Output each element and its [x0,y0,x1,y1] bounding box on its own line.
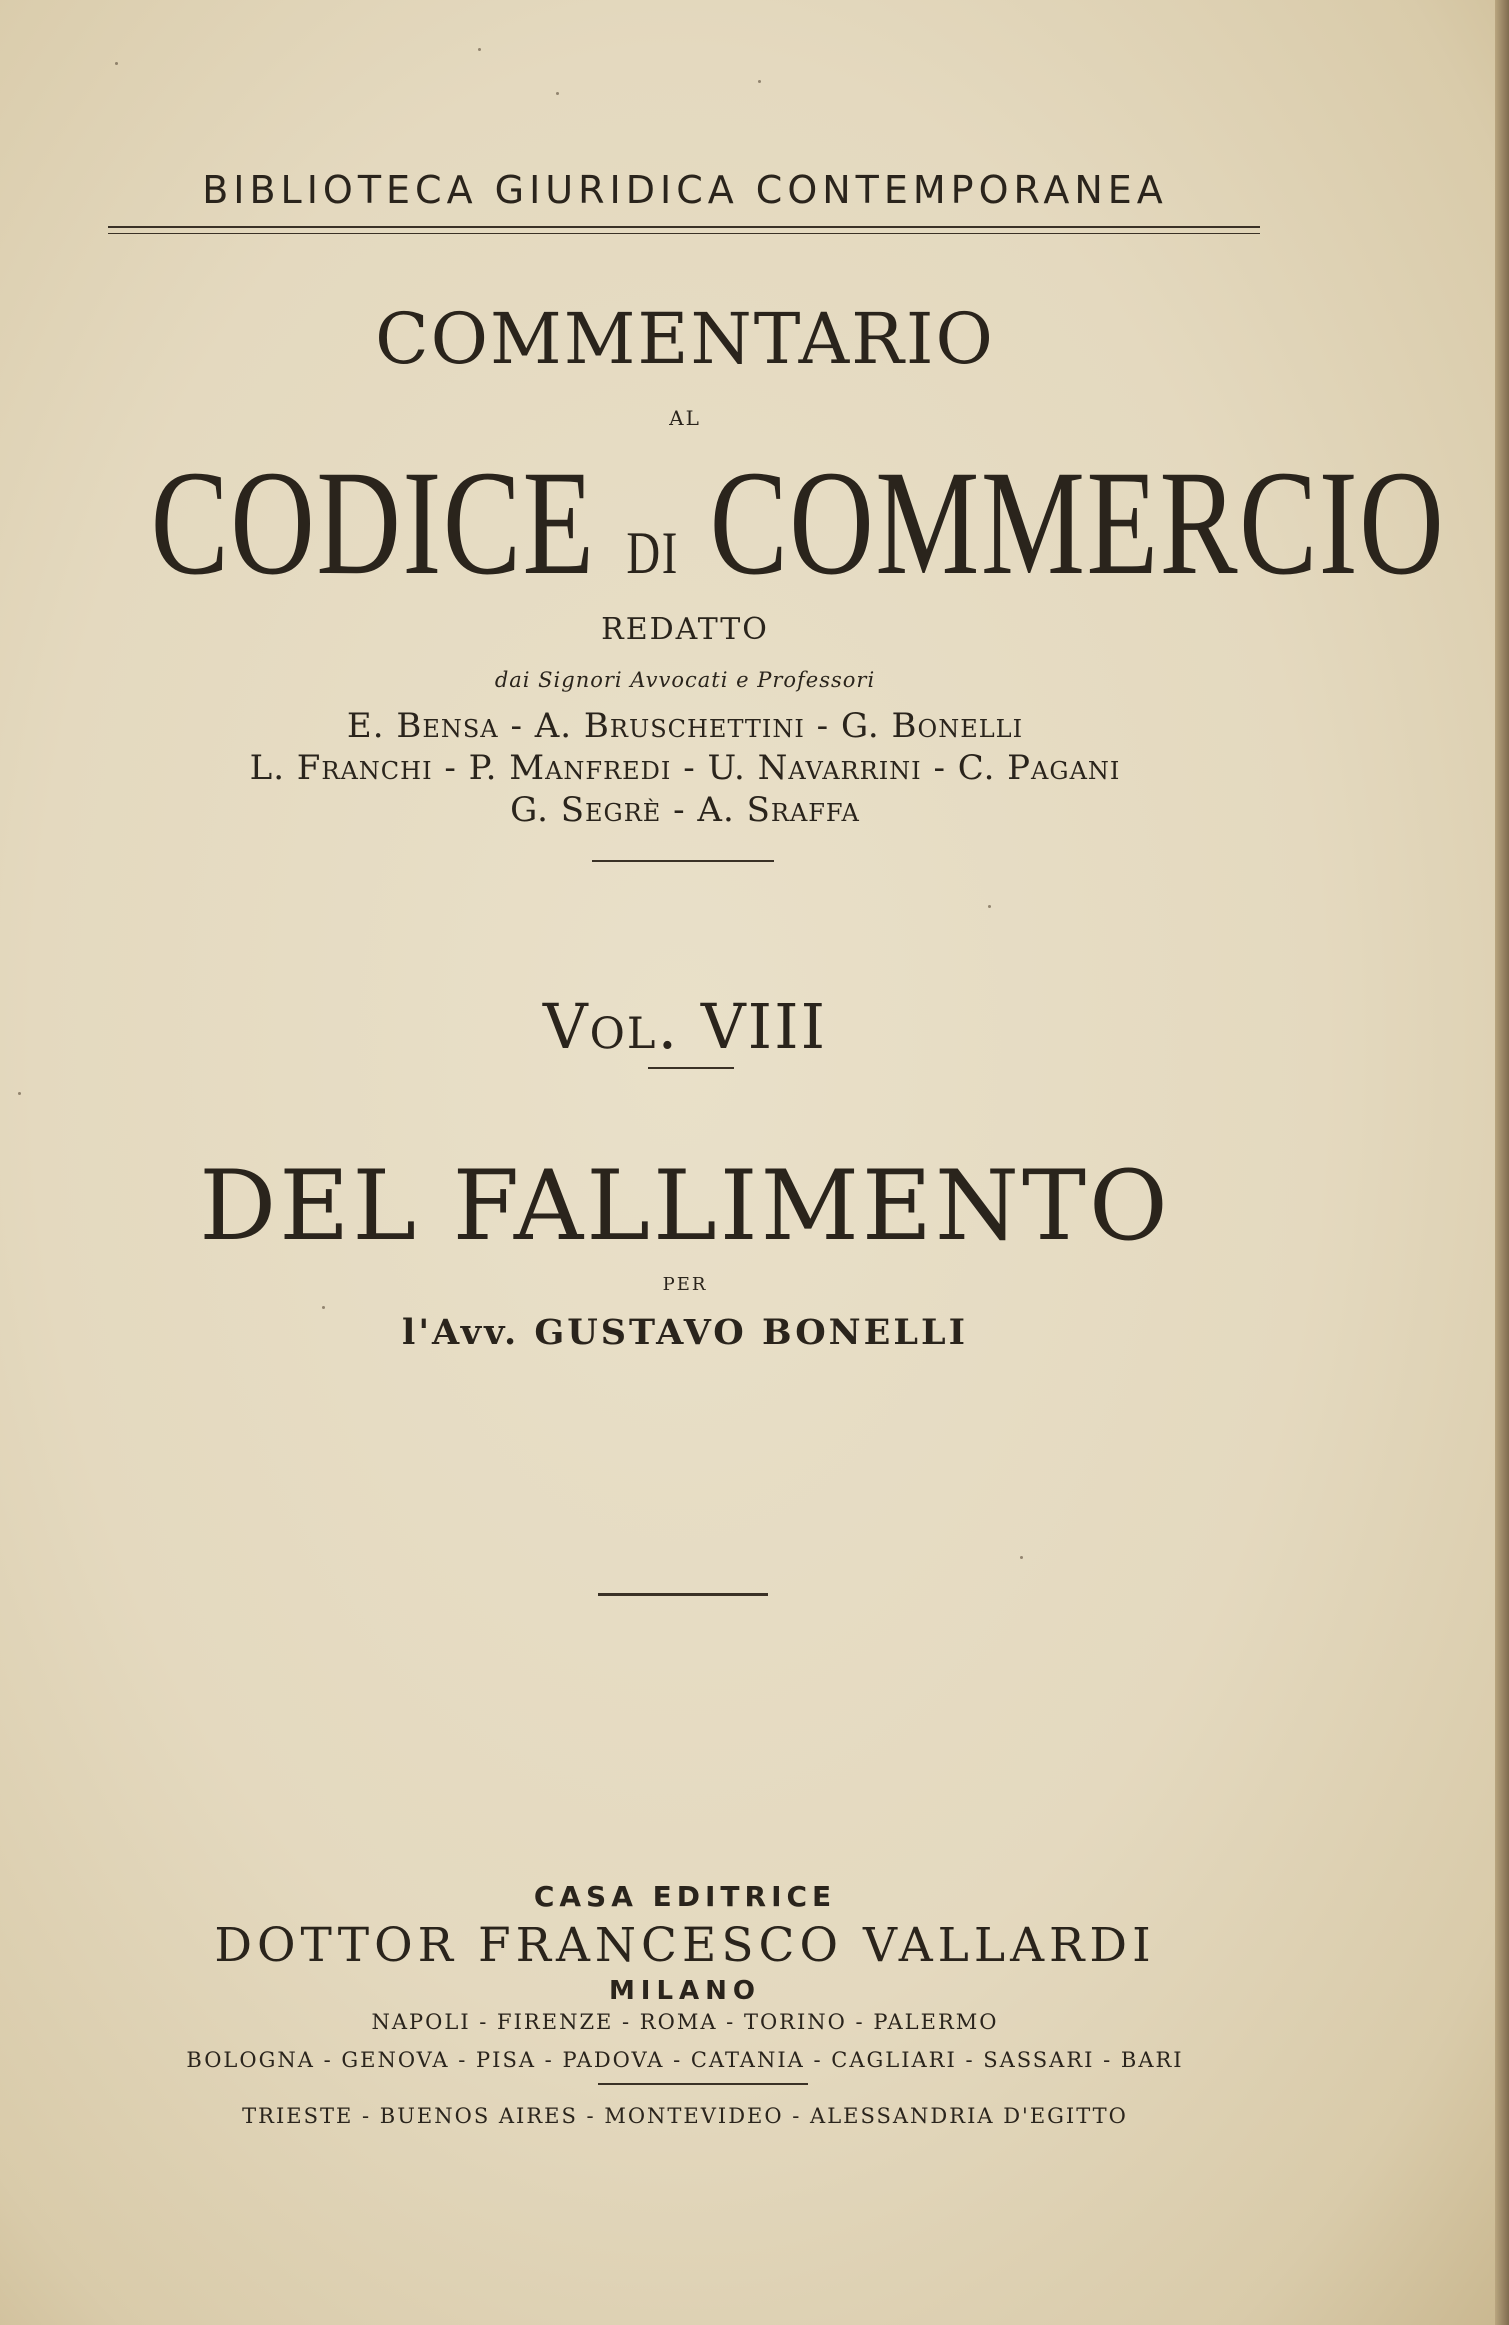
volume-underline [648,1067,734,1069]
publisher-label: CASA EDITRICE [533,1880,837,1913]
main-title-commercio: COMMERCIO [709,440,1446,606]
page-edge [1495,0,1509,2325]
short-rule-2 [598,1593,768,1596]
dai-signori: dai Signori Avvocati e Professori [494,668,876,692]
cities-line-3: TRIESTE - BUENOS AIRES - MONTEVIDEO - ALESSANDRIA D'EGITTO [242,2104,1128,2128]
publisher-name: DOTTOR FRANCESCO VALLARDI [214,1918,1156,1973]
cities-line-1: NAPOLI - FIRENZE - ROMA - TORINO - PALERMO [371,2010,999,2034]
title-top: COMMENTARIO [375,298,995,380]
main-title-codice: CODICE [150,440,596,606]
main-title-di: DI [626,520,679,586]
double-rule-top [108,226,1260,228]
cities-line-2: BOLOGNA - GENOVA - PISA - PADOVA - CATANIA - CAGLIARI - SASSARI - BARI [186,2048,1184,2072]
publisher-city: MILANO [608,1976,762,2006]
title-al: AL [669,406,701,430]
main-title [150,440,1446,606]
paper-speck [18,1092,21,1095]
series-title: BIBLIOTECA GIURIDICA CONTEMPORANEA [202,168,1168,212]
author-name: l'Avv. GUSTAVO BONELLI [402,1312,968,1353]
paper-speck [758,80,761,83]
paper-speck [478,48,481,51]
paper-speck [556,92,559,95]
short-rule-1 [592,860,774,862]
volume-number: Vol. VIII [542,990,828,1063]
paper-speck [322,1306,325,1309]
short-rule-3 [598,2083,808,2085]
paper-speck [1020,1556,1023,1559]
paper-speck [115,62,118,65]
paper-speck [988,905,991,908]
subject-title: DEL FALLIMENTO [199,1150,1171,1262]
authors-line-3: G. Segrè - A. Sraffa [510,790,860,830]
authors-line-1: E. Bensa - A. Bruschettini - G. Bonelli [346,706,1024,746]
authors-line-2: L. Franchi - P. Manfredi - U. Navarrini - C. Pagani [249,748,1121,788]
per: PER [662,1274,708,1295]
redatto: REDATTO [601,612,769,647]
double-rule-bottom [108,233,1260,234]
